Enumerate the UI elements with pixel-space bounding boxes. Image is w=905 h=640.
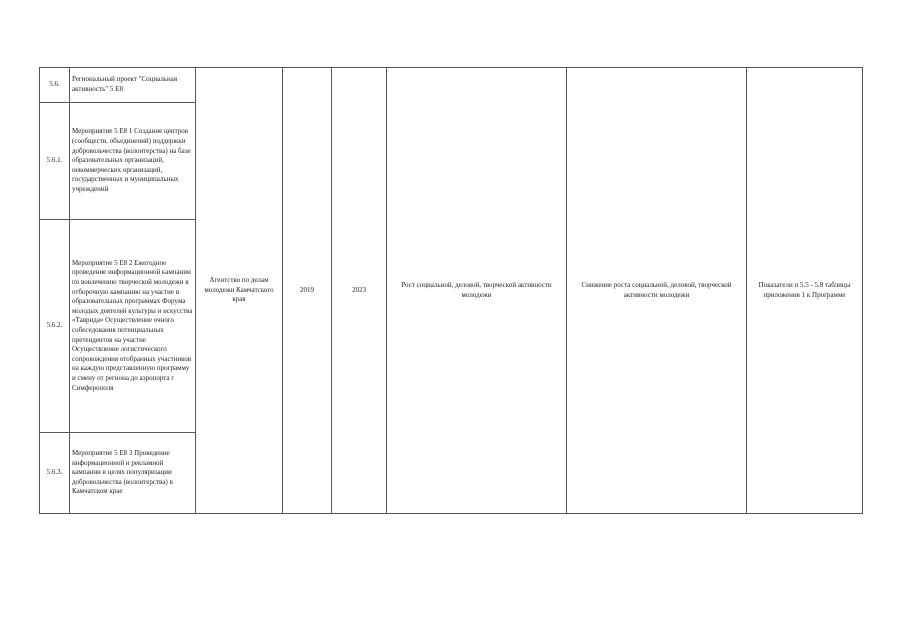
row-number: 5.6.2. bbox=[40, 220, 70, 433]
row-number: 5.6.1. bbox=[40, 103, 70, 220]
program-table bbox=[39, 67, 863, 514]
expected-result-cell: Рост социальной, деловой, творческой активности молодежи bbox=[387, 68, 567, 514]
table-row bbox=[40, 68, 863, 103]
year-start-cell: 2019 bbox=[283, 68, 332, 514]
row-name: Мероприятие 5 E8 2 Ежегодное проведение информационной кампании по вовлечению творческой молодежи в отборочную кампанию на участие в образовательных программах Форума молодых деятелей культуры и искусства «Таврида» Осуществление очного собеседования потенциальных претендентов на участие Осуществление логистического сопровождения отобранных участников на каждую представленную программу и смену от региона до аэропорта г Симферополя bbox=[70, 220, 196, 433]
row-name: Мероприятие 5 E8 1 Создание центров (сообществ, объединений) поддержки добровольчества (волонтерства) на базе образовательных организаций, некоммерческих организаций, государственных и муниципальных учреждений bbox=[70, 103, 196, 220]
consequences-cell: Снижение роста социальной, деловой, творческой активности молодежи bbox=[567, 68, 747, 514]
indicators-cell: Показатели п 5.5 - 5.8 таблицы приложения 1 к Программе bbox=[747, 68, 863, 514]
executor-cell: Агентство по делам молодежи Камчатского края bbox=[196, 68, 283, 514]
row-number: 5.6. bbox=[40, 68, 70, 103]
row-name: Мероприятие 5 E8 3 Проведение информационной и рекламной кампании в целях популяризации добровольчества (волонтерства) в Камчатском крае bbox=[70, 433, 196, 514]
year-end-cell: 2023 bbox=[332, 68, 387, 514]
row-number: 5.6.3. bbox=[40, 433, 70, 514]
row-name: Региональный проект "Социальная активность" 5 E8 bbox=[70, 68, 196, 103]
